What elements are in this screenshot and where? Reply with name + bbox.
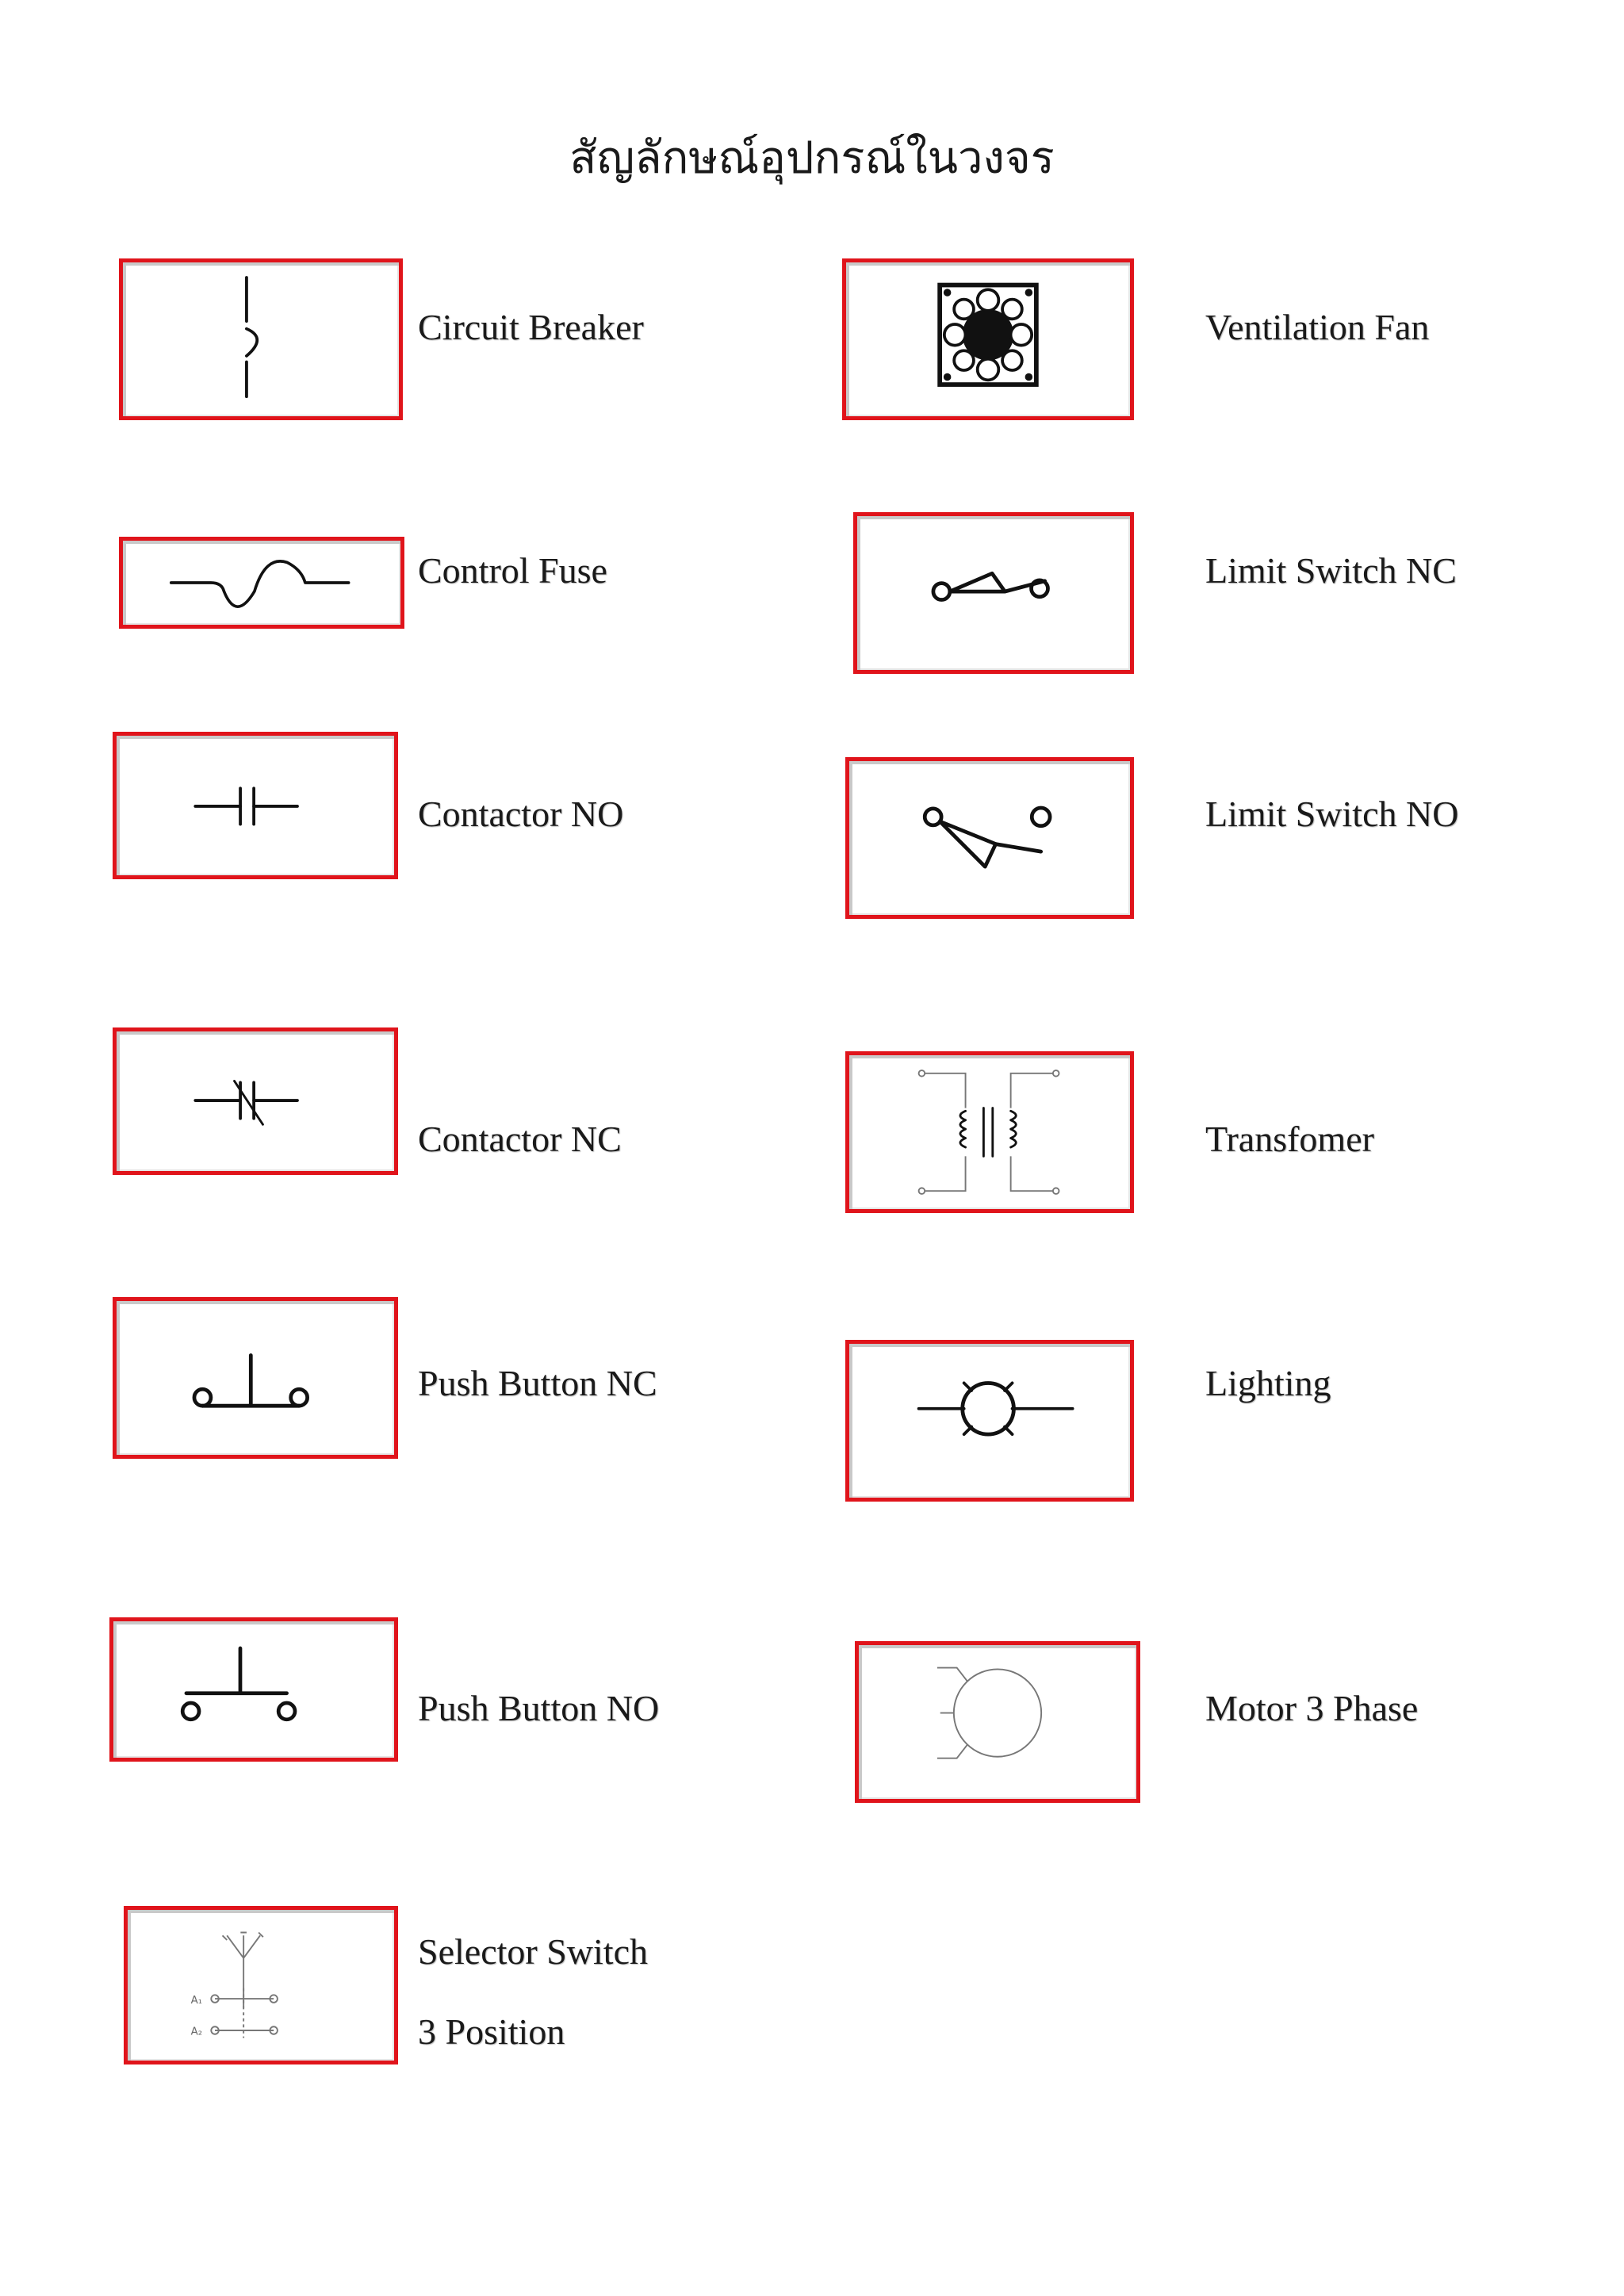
circuit-breaker-label: Circuit Breaker (418, 307, 644, 347)
contactor-nc-label: Contactor NC (418, 1119, 622, 1159)
contactor-nc-icon (117, 1031, 394, 1171)
lighting-frame (845, 1340, 1134, 1502)
push-button-nc-icon (117, 1301, 394, 1455)
ventilation-fan-icon (846, 262, 1130, 416)
control-fuse-frame (119, 537, 404, 629)
contactor-no-label: Contactor NO (418, 794, 624, 834)
limit-switch-no-frame (845, 757, 1134, 919)
transformer-frame (845, 1051, 1134, 1213)
limit-switch-nc-icon (857, 516, 1130, 670)
limit-switch-no-label: Limit Switch NO (1205, 794, 1459, 834)
motor-3-phase-frame (855, 1641, 1140, 1803)
control-fuse-label: Control Fuse (418, 550, 607, 591)
motor-3-phase-icon (859, 1645, 1136, 1799)
ventilation-fan-label: Ventilation Fan (1205, 307, 1430, 347)
push-button-nc-label: Push Button NC (418, 1363, 657, 1403)
selector-switch-icon (128, 1910, 394, 2061)
terminal-label-a1: A₁ (190, 1994, 203, 2007)
contactor-nc-frame (113, 1027, 398, 1175)
terminal-label-a2: A₂ (190, 2026, 203, 2038)
page-title: สัญลักษณ์อุปกรณ์ในวงจร (569, 132, 1055, 184)
push-button-no-icon (113, 1621, 394, 1758)
contactor-no-icon (117, 736, 394, 875)
push-button-nc-frame (113, 1297, 398, 1459)
transformer-icon (849, 1055, 1130, 1209)
transformer-label: Transfomer (1205, 1119, 1374, 1159)
push-button-no-frame (109, 1617, 398, 1762)
control-fuse-icon (123, 541, 400, 625)
circuit-breaker-frame (119, 258, 403, 420)
selector-switch-frame (124, 1906, 398, 2064)
limit-switch-nc-frame (853, 512, 1134, 674)
limit-switch-nc-label: Limit Switch NC (1205, 550, 1457, 591)
contactor-no-frame (113, 732, 398, 879)
selector-switch-label-2: 3 Position (418, 2011, 565, 2052)
selector-switch-label: Selector Switch (418, 1931, 648, 1972)
limit-switch-no-icon (849, 761, 1130, 915)
circuit-breaker-icon (123, 262, 399, 416)
lighting-icon (849, 1344, 1130, 1498)
push-button-no-label: Push Button NO (418, 1688, 660, 1728)
lighting-label: Lighting (1205, 1363, 1331, 1403)
motor-3-phase-label: Motor 3 Phase (1205, 1688, 1419, 1728)
ventilation-fan-frame (842, 258, 1134, 420)
